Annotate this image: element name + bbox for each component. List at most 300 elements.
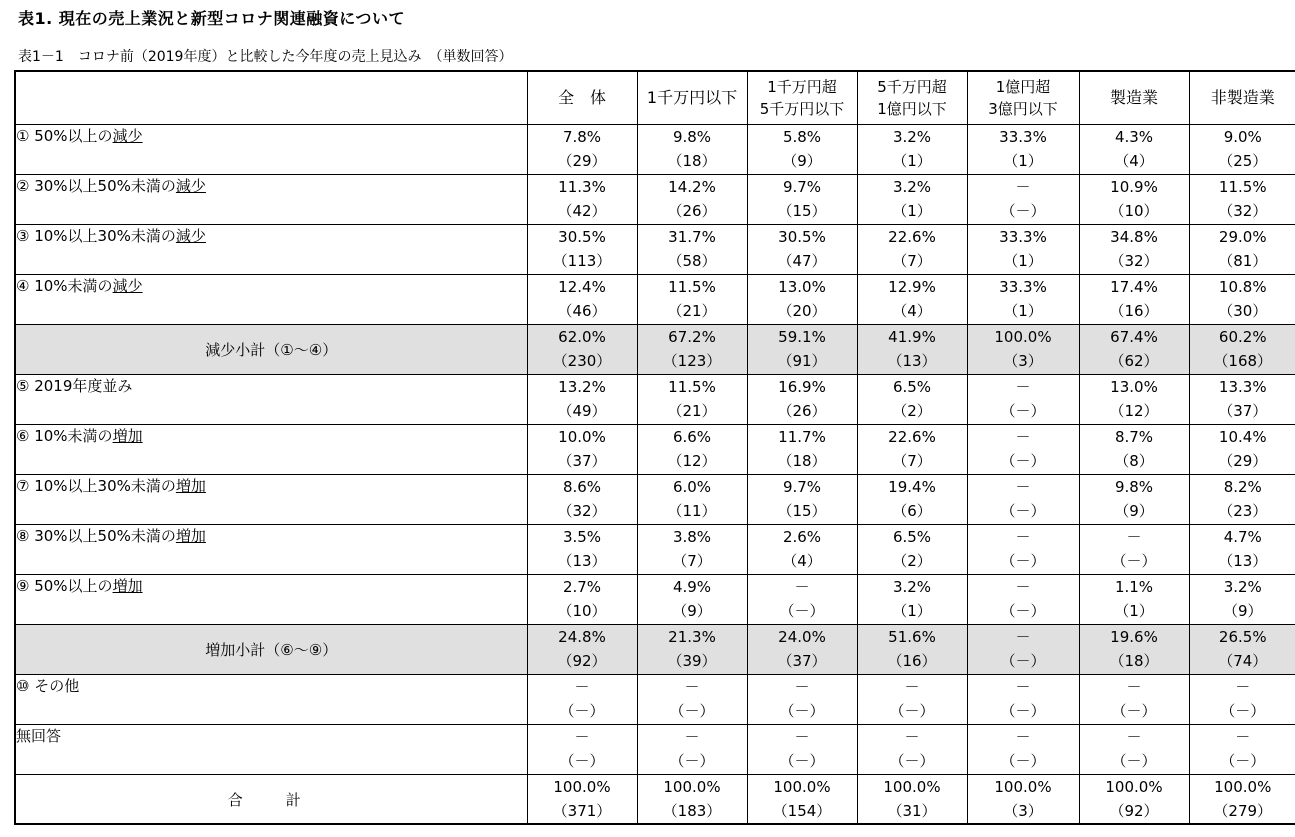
count-value: （18）: [667, 152, 717, 170]
percent-value: 67.2%: [668, 328, 716, 346]
value-cell: [527, 575, 637, 625]
value-cell: [527, 525, 637, 575]
table-row: [15, 425, 1295, 475]
count-value: （23）: [1218, 502, 1268, 520]
percent-value: 11.3%: [558, 178, 606, 196]
percent-value: －: [1126, 728, 1142, 746]
row-label-text: ④ 10%未満の: [16, 277, 113, 295]
count-value: （279）: [1213, 802, 1273, 820]
percent-value: 51.6%: [888, 628, 936, 646]
value-cell: [1189, 725, 1295, 775]
table-subtitle: 表1－1 コロナ前（2019年度）と比較した今年度の売上見込み （単数回答）: [18, 49, 513, 65]
count-value: （－）: [779, 602, 825, 620]
row-label-text: ⑤ 2019年度並み: [16, 377, 133, 395]
percent-value: 13.0%: [778, 278, 826, 296]
percent-value: 8.7%: [1114, 428, 1154, 446]
count-value: （－）: [669, 702, 715, 720]
value-cell: [857, 625, 967, 675]
percent-value: 13.2%: [558, 378, 606, 396]
count-value: （32）: [1109, 252, 1159, 270]
count-value: （123）: [662, 352, 722, 370]
header-row: [15, 71, 1295, 125]
row-label-text: ② 30%以上50%未満の: [16, 177, 176, 195]
value-cell: [1079, 425, 1189, 475]
count-value: （1）: [1003, 252, 1043, 270]
value-cell: [527, 425, 637, 475]
value-cell: [857, 475, 967, 525]
percent-value: 41.9%: [888, 328, 936, 346]
count-value: （32）: [557, 502, 607, 520]
value-cell: [747, 275, 857, 325]
table-row: [15, 175, 1295, 225]
count-value: （15）: [777, 502, 827, 520]
value-cell: [1079, 675, 1189, 725]
count-value: （－）: [1000, 702, 1046, 720]
value-cell: [1079, 225, 1189, 275]
percent-value: －: [1015, 678, 1031, 696]
percent-value: －: [684, 678, 700, 696]
value-cell: [527, 475, 637, 525]
column-header: [1189, 71, 1295, 125]
value-cell: [1189, 475, 1295, 525]
count-value: （3）: [1003, 802, 1043, 820]
count-value: （－）: [669, 752, 715, 770]
value-cell: [1079, 475, 1189, 525]
percent-value: －: [904, 678, 920, 696]
count-value: （－）: [1000, 452, 1046, 470]
value-cell: [967, 525, 1079, 575]
count-value: （－）: [1111, 752, 1157, 770]
percent-value: －: [1235, 728, 1251, 746]
percent-value: 11.5%: [1218, 178, 1267, 196]
percent-value: 62.0%: [558, 328, 606, 346]
column-header-line2: 1億円以下: [877, 100, 947, 118]
row-label: [15, 475, 527, 525]
value-cell: [637, 625, 747, 675]
count-value: （31）: [887, 802, 937, 820]
percent-value: 16.9%: [778, 378, 826, 396]
value-cell: [967, 625, 1079, 675]
percent-value: 24.0%: [778, 628, 826, 646]
table-row: [15, 275, 1295, 325]
count-value: （49）: [557, 402, 607, 420]
value-cell: [637, 225, 747, 275]
value-cell: [857, 225, 967, 275]
percent-value: 11.7%: [778, 428, 826, 446]
count-value: （154）: [772, 802, 832, 820]
value-cell: [637, 325, 747, 375]
value-cell: [857, 575, 967, 625]
value-cell: [527, 725, 637, 775]
percent-value: 11.5%: [668, 278, 716, 296]
count-value: （9）: [1114, 502, 1154, 520]
value-cell: [1079, 275, 1189, 325]
value-cell: [1189, 225, 1295, 275]
percent-value: 60.2%: [1218, 328, 1267, 346]
percent-value: 30.5%: [778, 228, 826, 246]
percent-value: －: [794, 728, 810, 746]
count-value: （371）: [552, 802, 612, 820]
count-value: （－）: [559, 702, 605, 720]
value-cell: [527, 175, 637, 225]
value-cell: [1079, 725, 1189, 775]
percent-value: 10.0%: [558, 428, 606, 446]
column-header-line1: 1億円超: [995, 78, 1051, 96]
value-cell: [857, 725, 967, 775]
percent-value: －: [904, 728, 920, 746]
percent-value: 6.5%: [892, 378, 932, 396]
percent-value: 4.3%: [1114, 128, 1154, 146]
count-value: （7）: [892, 452, 932, 470]
count-value: （－）: [1220, 702, 1266, 720]
value-cell: [967, 775, 1079, 825]
row-label: [15, 175, 527, 225]
column-header: [637, 71, 747, 125]
count-value: （62）: [1109, 352, 1159, 370]
row-label-keyword: 減少: [175, 227, 206, 245]
value-cell: [857, 325, 967, 375]
count-value: （13）: [1218, 552, 1268, 570]
percent-value: 3.2%: [1223, 578, 1262, 596]
value-cell: [1189, 775, 1295, 825]
subtotal-row: [15, 325, 1295, 375]
table-row: [15, 125, 1295, 175]
percent-value: 10.9%: [1110, 178, 1158, 196]
percent-value: 100.0%: [1105, 778, 1163, 796]
value-cell: [637, 725, 747, 775]
count-value: （58）: [667, 252, 717, 270]
percent-value: 3.2%: [892, 178, 932, 196]
value-cell: [1189, 625, 1295, 675]
value-cell: [747, 475, 857, 525]
percent-value: 9.0%: [1223, 128, 1262, 146]
count-value: （9）: [672, 602, 712, 620]
count-value: （－）: [559, 752, 605, 770]
percent-value: 33.3%: [999, 128, 1047, 146]
percent-value: 9.7%: [782, 178, 822, 196]
percent-value: 3.2%: [892, 128, 932, 146]
percent-value: 33.3%: [999, 278, 1047, 296]
value-cell: [527, 375, 637, 425]
value-cell: [967, 175, 1079, 225]
count-value: （1）: [1114, 602, 1154, 620]
value-cell: [637, 275, 747, 325]
percent-value: 19.4%: [888, 478, 936, 496]
column-header-line2: 3億円以下: [988, 100, 1058, 118]
percent-value: 22.6%: [888, 428, 936, 446]
count-value: （2）: [892, 402, 932, 420]
column-header: [967, 71, 1079, 125]
column-header-line1: 1千万円超: [767, 78, 837, 96]
value-cell: [967, 675, 1079, 725]
value-cell: [1079, 625, 1189, 675]
column-header: [1079, 71, 1189, 125]
value-cell: [747, 525, 857, 575]
percent-value: 24.8%: [558, 628, 606, 646]
row-label: [15, 275, 527, 325]
count-value: （29）: [1218, 452, 1268, 470]
value-cell: [967, 575, 1079, 625]
count-value: （168）: [1213, 352, 1273, 370]
percent-value: 34.8%: [1110, 228, 1158, 246]
count-value: （26）: [777, 402, 827, 420]
percent-value: 9.8%: [672, 128, 712, 146]
percent-value: －: [1015, 528, 1031, 546]
value-cell: [857, 125, 967, 175]
value-cell: [637, 375, 747, 425]
count-value: （6）: [892, 502, 932, 520]
percent-value: －: [1015, 628, 1031, 646]
column-header: [857, 71, 967, 125]
table-row: [15, 375, 1295, 425]
count-value: （2）: [892, 552, 932, 570]
value-cell: [1079, 375, 1189, 425]
row-label-text: ⑥ 10%未満の: [16, 427, 113, 445]
value-cell: [637, 475, 747, 525]
row-label-text: ⑨ 50%以上の: [16, 577, 113, 595]
percent-value: 33.3%: [999, 228, 1047, 246]
column-header-line1: 非製造業: [1210, 88, 1275, 107]
percent-value: 6.6%: [672, 428, 712, 446]
value-cell: [637, 425, 747, 475]
percent-value: 26.5%: [1218, 628, 1267, 646]
percent-value: －: [1015, 728, 1031, 746]
column-header: [747, 71, 857, 125]
value-cell: [1079, 575, 1189, 625]
value-cell: [1189, 425, 1295, 475]
count-value: （－）: [1111, 702, 1157, 720]
count-value: （92）: [1109, 802, 1159, 820]
percent-value: 100.0%: [994, 328, 1052, 346]
sales-outlook-table: [14, 70, 1295, 825]
count-value: （10）: [1109, 202, 1159, 220]
column-header-line1: 5千万円超: [877, 78, 947, 96]
percent-value: 19.6%: [1110, 628, 1158, 646]
value-cell: [967, 125, 1079, 175]
value-cell: [527, 325, 637, 375]
table-row: [15, 475, 1295, 525]
percent-value: 8.2%: [1223, 478, 1262, 496]
count-value: （7）: [892, 252, 932, 270]
count-value: （18）: [1109, 652, 1159, 670]
count-value: （－）: [889, 702, 935, 720]
count-value: （9）: [782, 152, 822, 170]
count-value: （13）: [557, 552, 607, 570]
percent-value: 6.0%: [672, 478, 712, 496]
total-row: [15, 775, 1295, 825]
count-value: （－）: [779, 752, 825, 770]
count-value: （12）: [667, 452, 717, 470]
percent-value: －: [684, 728, 700, 746]
count-value: （－）: [1000, 202, 1046, 220]
percent-value: 13.0%: [1110, 378, 1158, 396]
percent-value: －: [1015, 578, 1031, 596]
count-value: （37）: [1218, 402, 1268, 420]
percent-value: 100.0%: [773, 778, 831, 796]
subtotal-row: [15, 625, 1295, 675]
value-cell: [747, 575, 857, 625]
count-value: （18）: [777, 452, 827, 470]
value-cell: [1189, 375, 1295, 425]
column-header-line1: 製造業: [1109, 88, 1158, 107]
row-label-keyword: 増加: [175, 477, 206, 495]
percent-value: 4.7%: [1223, 528, 1262, 546]
value-cell: [747, 425, 857, 475]
count-value: （－）: [889, 752, 935, 770]
value-cell: [857, 275, 967, 325]
percent-value: －: [1126, 528, 1142, 546]
count-value: （74）: [1218, 652, 1268, 670]
percent-value: 7.8%: [562, 128, 602, 146]
percent-value: 11.5%: [668, 378, 716, 396]
percent-value: －: [574, 728, 590, 746]
percent-value: 100.0%: [1214, 778, 1272, 796]
value-cell: [1189, 675, 1295, 725]
percent-value: 13.3%: [1218, 378, 1267, 396]
count-value: （183）: [662, 802, 722, 820]
value-cell: [1189, 325, 1295, 375]
value-cell: [967, 725, 1079, 775]
row-label-keyword: 増加: [112, 427, 143, 445]
count-value: （1）: [1003, 302, 1043, 320]
value-cell: [637, 675, 747, 725]
value-cell: [967, 475, 1079, 525]
count-value: （7）: [672, 552, 712, 570]
value-cell: [527, 625, 637, 675]
count-value: （－）: [1220, 752, 1266, 770]
percent-value: 10.4%: [1218, 428, 1267, 446]
row-label-keyword: 減少: [112, 127, 143, 145]
value-cell: [747, 625, 857, 675]
row-label: [15, 675, 527, 725]
count-value: （21）: [667, 402, 717, 420]
value-cell: [857, 775, 967, 825]
total-label: 合 計: [15, 775, 527, 825]
column-header-line1: 1千万円以下: [646, 88, 738, 107]
value-cell: [747, 375, 857, 425]
percent-value: 8.6%: [562, 478, 602, 496]
percent-value: 100.0%: [883, 778, 941, 796]
count-value: （21）: [667, 302, 717, 320]
row-label: [15, 125, 527, 175]
count-value: （113）: [552, 252, 612, 270]
value-cell: [857, 375, 967, 425]
percent-value: 12.4%: [558, 278, 606, 296]
count-value: （81）: [1218, 252, 1268, 270]
percent-value: 9.8%: [1114, 478, 1154, 496]
percent-value: 21.3%: [668, 628, 716, 646]
count-value: （92）: [557, 652, 607, 670]
value-cell: [1189, 575, 1295, 625]
count-value: （1）: [892, 152, 932, 170]
table-row: [15, 725, 1295, 775]
row-label: [15, 375, 527, 425]
count-value: （－）: [1000, 552, 1046, 570]
value-cell: [1189, 125, 1295, 175]
count-value: （12）: [1109, 402, 1159, 420]
percent-value: 12.9%: [888, 278, 936, 296]
count-value: （46）: [557, 302, 607, 320]
value-cell: [1189, 175, 1295, 225]
value-cell: [747, 725, 857, 775]
count-value: （30）: [1218, 302, 1268, 320]
percent-value: 6.5%: [892, 528, 932, 546]
count-value: （4）: [1114, 152, 1154, 170]
percent-value: 4.9%: [672, 578, 712, 596]
value-cell: [857, 175, 967, 225]
percent-value: －: [1015, 478, 1031, 496]
percent-value: －: [794, 578, 810, 596]
count-value: （47）: [777, 252, 827, 270]
count-value: （39）: [667, 652, 717, 670]
percent-value: 3.2%: [892, 578, 932, 596]
count-value: （－）: [1000, 502, 1046, 520]
count-value: （－）: [1000, 402, 1046, 420]
percent-value: 59.1%: [778, 328, 826, 346]
row-label: [15, 725, 527, 775]
count-value: （9）: [1222, 602, 1263, 620]
count-value: （－）: [1111, 552, 1157, 570]
percent-value: 10.8%: [1218, 278, 1267, 296]
value-cell: [747, 675, 857, 725]
count-value: （91）: [777, 352, 827, 370]
value-cell: [967, 275, 1079, 325]
percent-value: －: [1015, 378, 1031, 396]
count-value: （－）: [1000, 652, 1046, 670]
row-label-keyword: 減少: [175, 177, 206, 195]
value-cell: [857, 675, 967, 725]
count-value: （4）: [782, 552, 822, 570]
row-label: [15, 425, 527, 475]
column-header-line1: 全 体: [557, 88, 606, 107]
count-value: （1）: [1003, 152, 1043, 170]
percent-value: 100.0%: [553, 778, 611, 796]
percent-value: 14.2%: [668, 178, 716, 196]
count-value: （1）: [892, 602, 932, 620]
count-value: （8）: [1114, 452, 1154, 470]
percent-value: 22.6%: [888, 228, 936, 246]
value-cell: [527, 275, 637, 325]
percent-value: 5.8%: [782, 128, 822, 146]
row-label-text: ① 50%以上の: [16, 127, 113, 145]
row-label-keyword: 増加: [112, 577, 143, 595]
percent-value: 2.7%: [562, 578, 602, 596]
value-cell: [747, 175, 857, 225]
value-cell: [967, 425, 1079, 475]
row-label-text: ⑩ その他: [16, 677, 80, 695]
header-blank: [15, 71, 527, 125]
percent-value: 3.5%: [562, 528, 602, 546]
value-cell: [857, 425, 967, 475]
value-cell: [1079, 175, 1189, 225]
percent-value: －: [1235, 678, 1251, 696]
table-row: [15, 525, 1295, 575]
document-title: 表1. 現在の売上業況と新型コロナ関連融資について: [18, 9, 405, 28]
value-cell: [1079, 125, 1189, 175]
row-label-text: ⑦ 10%以上30%未満の: [16, 477, 176, 495]
value-cell: [1189, 525, 1295, 575]
percent-value: 9.7%: [782, 478, 822, 496]
row-label: [15, 575, 527, 625]
count-value: （4）: [892, 302, 932, 320]
count-value: （25）: [1218, 152, 1268, 170]
percent-value: －: [1015, 428, 1031, 446]
value-cell: [527, 675, 637, 725]
row-label-keyword: 増加: [175, 527, 206, 545]
table-row: [15, 225, 1295, 275]
count-value: （37）: [557, 452, 607, 470]
value-cell: [967, 375, 1079, 425]
